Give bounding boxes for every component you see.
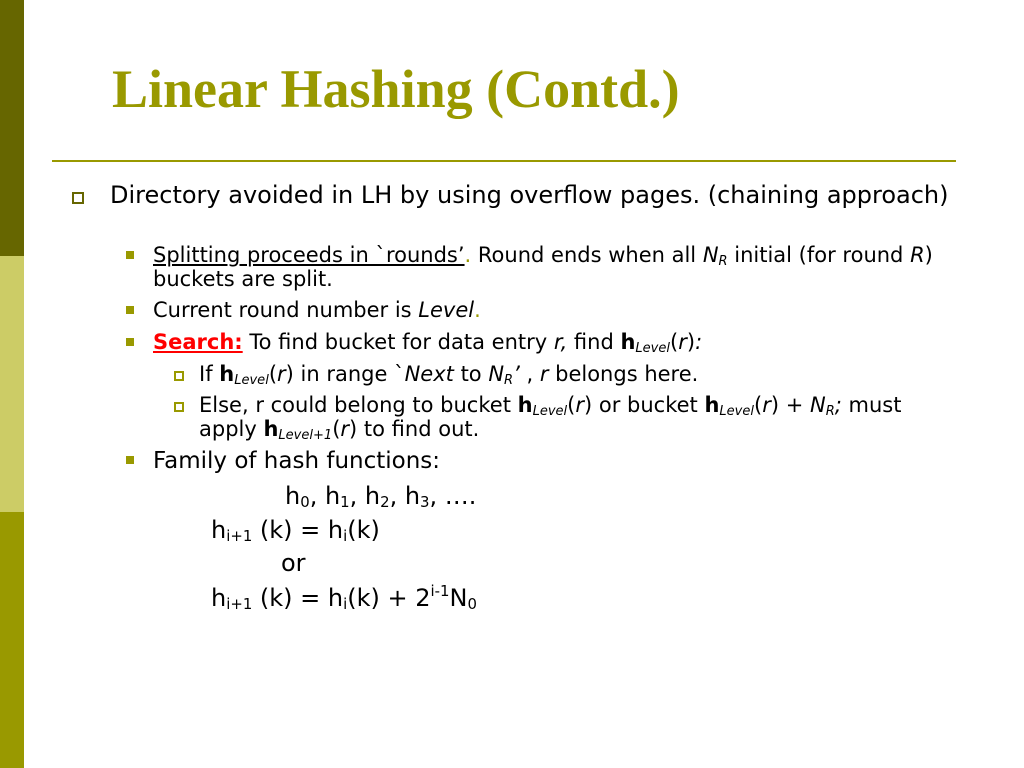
filled-square-bullet-icon bbox=[126, 456, 134, 464]
bullet-text: Directory avoided in LH by using overflow pages. (chaining approach) bbox=[110, 181, 949, 209]
search-label: Search: bbox=[153, 330, 243, 354]
side-bar-olive bbox=[0, 512, 24, 768]
bullet-else-bucket: Else, r could belong to bucket $h_{Level}(r)$ or bucket $h_{Level}(r) + N_R$; must apply $h_{Level+1}(r)$ to find out. bbox=[199, 393, 964, 441]
bullet-family-hash-functions: Family of hash functions: bbox=[153, 448, 963, 474]
bullet-if-in-range: If $h_{Level}(r)$ in range `Next to $N_R$’ , r belongs here. bbox=[199, 362, 964, 386]
slide-title: Linear Hashing (Contd.) bbox=[112, 59, 680, 119]
bullet-current-round: Current round number is Level. bbox=[153, 298, 963, 322]
filled-square-bullet-icon bbox=[126, 338, 134, 346]
hollow-square-bullet-icon bbox=[72, 192, 84, 204]
formula-or: or bbox=[281, 549, 306, 577]
side-bar-light bbox=[0, 256, 24, 512]
side-bar-dark bbox=[0, 0, 24, 256]
formula-hash-sequence: $h_0$, $h_1$, $h_2$, $h_3$, …. bbox=[285, 482, 477, 511]
hollow-square-bullet-icon bbox=[174, 402, 184, 412]
hollow-square-bullet-icon bbox=[174, 371, 184, 381]
formula-hi-plus-1-alt: $h_{i+1}$ $(k) = h_i(k) + 2^{i-1}N_0$ bbox=[211, 582, 477, 613]
bullet-search: Search: To find bucket for data entry r, find $h_{Level}(r)$: bbox=[153, 330, 963, 354]
filled-square-bullet-icon bbox=[126, 251, 134, 259]
filled-square-bullet-icon bbox=[126, 306, 134, 314]
title-divider bbox=[52, 160, 956, 162]
formula-hi-plus-1: $h_{i+1}$ $(k) = h_i(k)$ bbox=[211, 516, 380, 545]
bullet-directory-avoided bbox=[110, 182, 970, 208]
bullet-splitting-rounds: Splitting proceeds in `rounds’. Round ends when all $N_R$ initial (for round R) buckets are split. bbox=[153, 243, 963, 291]
